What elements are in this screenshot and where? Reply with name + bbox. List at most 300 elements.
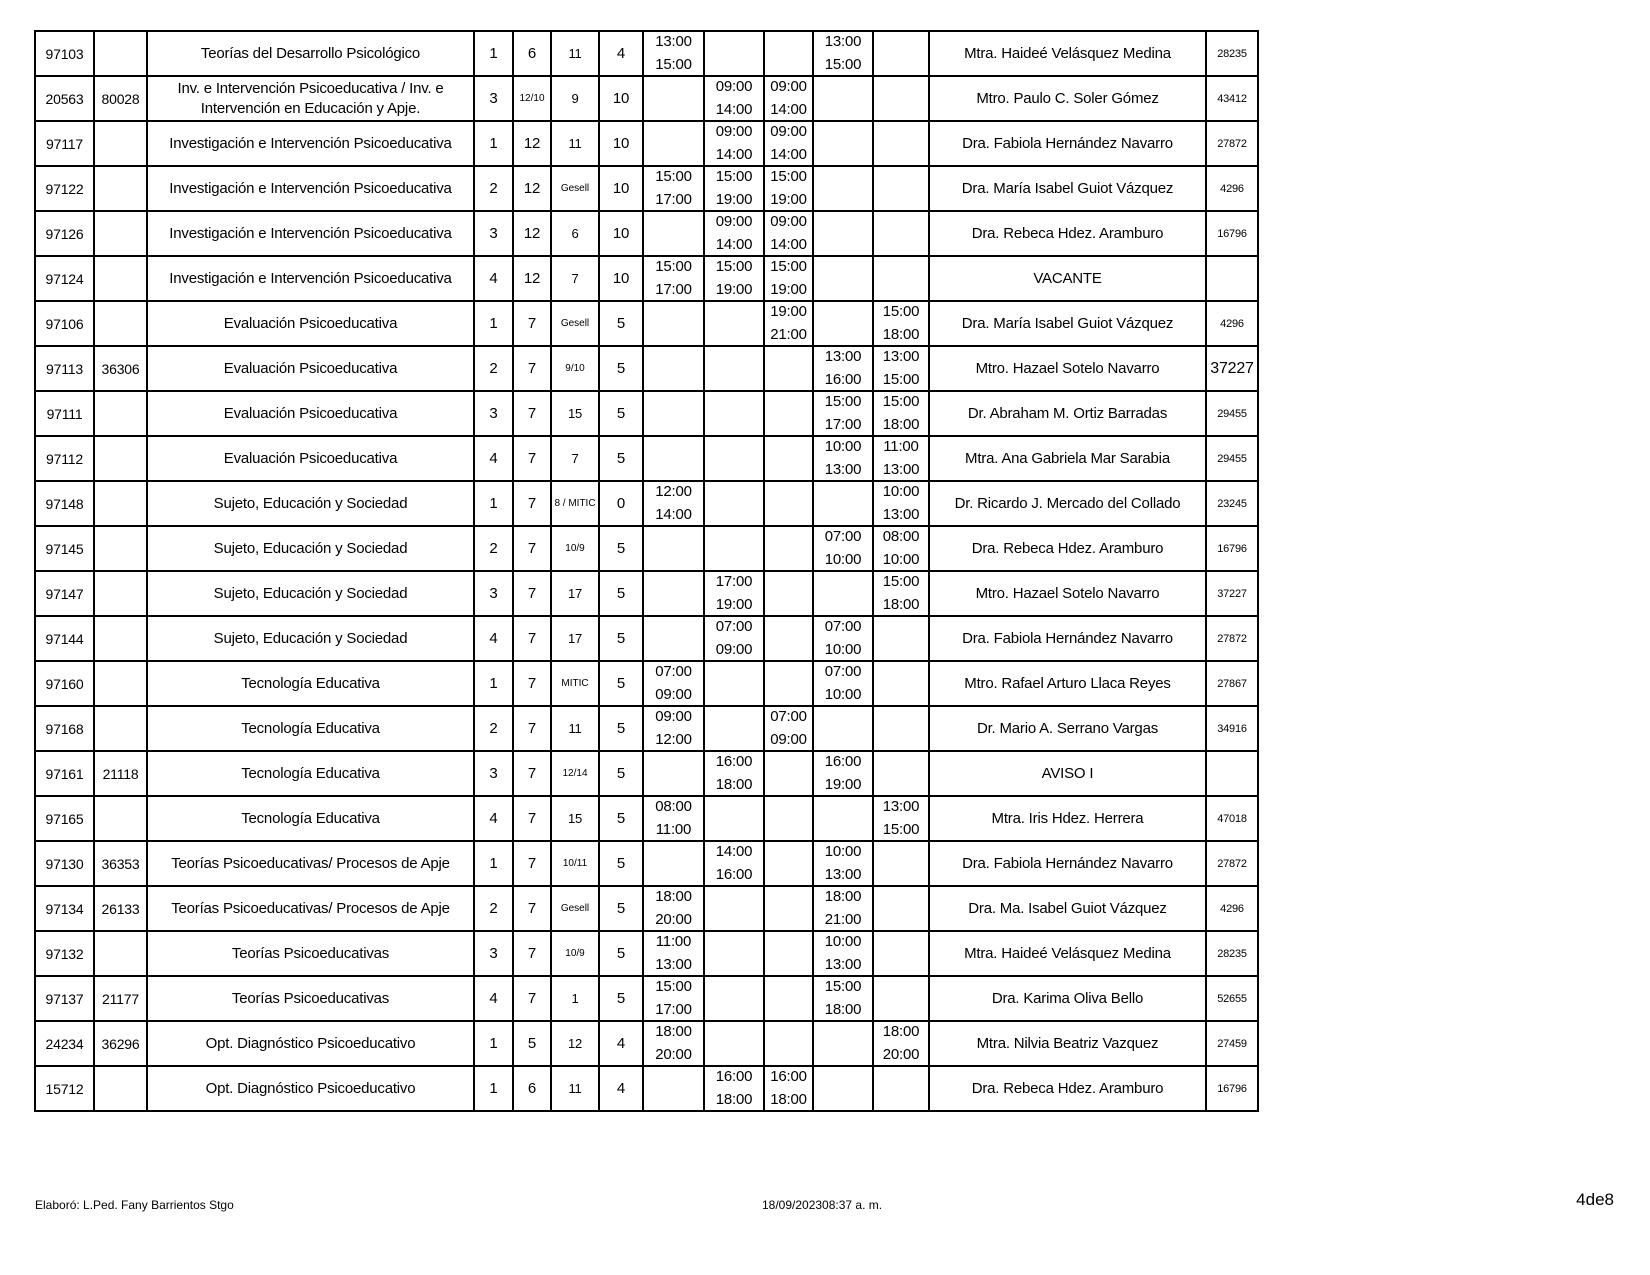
day-3-schedule [764,166,813,211]
end-time: 20:00 [882,1046,920,1063]
start-time: 11:00 [655,933,692,950]
course-code: 20563 [35,76,94,121]
day-2-schedule [704,346,764,391]
teacher-name: Mtra. Haideé Velásquez Medina [929,31,1206,76]
end-time: 09:00 [655,686,692,703]
course-code: 97160 [35,661,94,706]
teacher-name: Dra. Ma. Isabel Guiot Vázquez [929,886,1206,931]
time-range [705,572,763,615]
semester: 7 [513,751,551,796]
table-row [35,571,1258,616]
day-1-schedule [643,481,704,526]
start-time: 13:00 [824,33,862,50]
day-1-schedule [643,436,704,481]
end-time: 20:00 [655,1046,692,1063]
table-row [35,1021,1258,1066]
course-name: Tecnología Educativa [147,751,474,796]
time-range [644,932,703,975]
table-row [35,526,1258,571]
course-name: Sujeto, Educación y Sociedad [147,571,474,616]
teacher-name: Dra. Fabiola Hernández Navarro [929,616,1206,661]
employee-number: 47018 [1206,796,1258,841]
time-range [814,662,872,705]
start-time: 17:00 [715,573,753,590]
day-3-schedule [764,1066,813,1111]
day-4-schedule [813,886,873,931]
table-row [35,661,1258,706]
start-time: 15:00 [715,258,753,275]
group-number: 2 [474,526,513,571]
course-name: Tecnología Educativa [147,796,474,841]
day-2-schedule [704,166,764,211]
end-time: 18:00 [882,596,920,613]
day-4-schedule [813,301,873,346]
table-row [35,256,1258,301]
employee-number [1206,751,1258,796]
table-row [35,346,1258,391]
day-4-schedule [813,391,873,436]
day-3-schedule [764,571,813,616]
group-number: 3 [474,211,513,256]
end-time: 18:00 [882,416,920,433]
end-time: 09:00 [715,641,753,658]
day-5-schedule [873,571,929,616]
employee-number: 28235 [1206,31,1258,76]
alt-code: 26133 [94,886,147,931]
day-2-schedule [704,121,764,166]
teacher-name: Dra. Fabiola Hernández Navarro [929,841,1206,886]
start-time: 09:00 [715,213,753,230]
end-time: 21:00 [770,326,807,343]
quota: 5 [599,571,643,616]
room: 7 [551,256,599,301]
room: 9/10 [551,346,599,391]
course-name: Teorías Psicoeducativas/ Procesos de Apje [147,886,474,931]
course-code: 97126 [35,211,94,256]
course-name: Evaluación Psicoeducativa [147,346,474,391]
end-time: 18:00 [824,1001,862,1018]
teacher-name: Dra. María Isabel Guiot Vázquez [929,301,1206,346]
day-4-schedule [813,346,873,391]
time-range [765,122,812,165]
day-4-schedule [813,526,873,571]
employee-number: 16796 [1206,211,1258,256]
day-3-schedule [764,706,813,751]
course-code: 97137 [35,976,94,1021]
table-row [35,31,1258,76]
time-range [705,1067,763,1110]
course-name: Tecnología Educativa [147,706,474,751]
time-range [814,887,872,930]
day-2-schedule [704,976,764,1021]
teacher-name: Mtro. Rafael Arturo Llaca Reyes [929,661,1206,706]
employee-number: 23245 [1206,481,1258,526]
day-2-schedule [704,841,764,886]
day-2-schedule [704,796,764,841]
start-time: 15:00 [655,168,692,185]
teacher-name: Mtra. Nilvia Beatriz Vazquez [929,1021,1206,1066]
day-3-schedule [764,931,813,976]
employee-number: 4296 [1206,886,1258,931]
time-range [765,77,812,120]
course-name: Sujeto, Educación y Sociedad [147,526,474,571]
end-time: 13:00 [824,461,862,478]
teacher-name: Dra. María Isabel Guiot Vázquez [929,166,1206,211]
time-range [874,392,928,435]
start-time: 10:00 [824,438,862,455]
quota: 5 [599,346,643,391]
day-4-schedule [813,616,873,661]
group-number: 4 [474,256,513,301]
course-code: 15712 [35,1066,94,1111]
time-range [874,347,928,390]
teacher-name: Mtra. Haideé Velásquez Medina [929,931,1206,976]
end-time: 13:00 [824,866,862,883]
time-range [644,167,703,210]
quota: 10 [599,76,643,121]
teacher-name: Mtro. Hazael Sotelo Navarro [929,346,1206,391]
quota: 5 [599,301,643,346]
course-code: 97132 [35,931,94,976]
employee-number: 34916 [1206,706,1258,751]
group-number: 1 [474,121,513,166]
elaborated-by-label: Elaboró: L.Ped. Fany Barrientos Stgo [35,1198,234,1212]
end-time: 19:00 [770,191,807,208]
end-time: 17:00 [655,1001,692,1018]
course-code: 97165 [35,796,94,841]
course-name: Teorías Psicoeducativas/ Procesos de Apje [147,841,474,886]
semester: 7 [513,616,551,661]
day-3-schedule [764,661,813,706]
course-name: Evaluación Psicoeducativa [147,436,474,481]
room: 15 [551,796,599,841]
quota: 10 [599,256,643,301]
employee-number: 37227 [1206,346,1258,391]
group-number: 4 [474,796,513,841]
group-number: 3 [474,391,513,436]
day-5-schedule [873,841,929,886]
table-row [35,166,1258,211]
table-row [35,841,1258,886]
day-3-schedule [764,256,813,301]
time-range [814,437,872,480]
table-row [35,301,1258,346]
room: 10/11 [551,841,599,886]
quota: 10 [599,121,643,166]
table-row [35,481,1258,526]
alt-code [94,661,147,706]
semester: 7 [513,661,551,706]
course-name: Teorías Psicoeducativas [147,976,474,1021]
employee-number: 29455 [1206,436,1258,481]
end-time: 15:00 [824,56,862,73]
quota: 5 [599,931,643,976]
teacher-name: Dr. Mario A. Serrano Vargas [929,706,1206,751]
quota: 4 [599,1021,643,1066]
start-time: 13:00 [824,348,862,365]
time-range [705,842,763,885]
group-number: 1 [474,1066,513,1111]
semester: 7 [513,346,551,391]
schedule-table [34,30,1259,1112]
employee-number: 27872 [1206,121,1258,166]
day-1-schedule [643,616,704,661]
quota: 5 [599,751,643,796]
alt-code [94,706,147,751]
employee-number: 29455 [1206,391,1258,436]
alt-code [94,526,147,571]
teacher-name: Mtra. Iris Hdez. Herrera [929,796,1206,841]
quota: 10 [599,166,643,211]
course-code: 97134 [35,886,94,931]
end-time: 13:00 [882,506,920,523]
employee-number: 27459 [1206,1021,1258,1066]
quota: 5 [599,706,643,751]
day-5-schedule [873,931,929,976]
end-time: 14:00 [770,236,807,253]
quota: 5 [599,886,643,931]
day-1-schedule [643,301,704,346]
room: 17 [551,571,599,616]
start-time: 18:00 [824,888,862,905]
course-code: 97113 [35,346,94,391]
table-row [35,76,1258,121]
day-5-schedule [873,436,929,481]
teacher-name: Dra. Fabiola Hernández Navarro [929,121,1206,166]
end-time: 13:00 [824,956,862,973]
semester: 7 [513,526,551,571]
alt-code [94,391,147,436]
table-row [35,751,1258,796]
room: 8 / MITIC [551,481,599,526]
time-range [644,1022,703,1065]
room: Gesell [551,166,599,211]
start-time: 07:00 [770,708,807,725]
day-4-schedule [813,436,873,481]
course-code: 97124 [35,256,94,301]
day-1-schedule [643,31,704,76]
day-4-schedule [813,1066,873,1111]
time-range [765,257,812,300]
start-time: 15:00 [824,978,862,995]
semester: 7 [513,391,551,436]
alt-code [94,211,147,256]
day-3-schedule [764,211,813,256]
day-5-schedule [873,31,929,76]
alt-code: 36353 [94,841,147,886]
course-code: 97122 [35,166,94,211]
semester: 7 [513,841,551,886]
teacher-name: Dra. Rebeca Hdez. Aramburo [929,1066,1206,1111]
group-number: 4 [474,436,513,481]
employee-number: 43412 [1206,76,1258,121]
teacher-name: AVISO I [929,751,1206,796]
day-3-schedule [764,436,813,481]
course-name: Evaluación Psicoeducativa [147,301,474,346]
start-time: 16:00 [715,753,753,770]
day-1-schedule [643,76,704,121]
room: MITIC [551,661,599,706]
semester: 6 [513,31,551,76]
room: 17 [551,616,599,661]
day-2-schedule [704,931,764,976]
alt-code [94,121,147,166]
day-1-schedule [643,1066,704,1111]
group-number: 2 [474,886,513,931]
day-3-schedule [764,31,813,76]
time-range [765,167,812,210]
end-time: 18:00 [715,776,753,793]
day-5-schedule [873,706,929,751]
time-range [644,887,703,930]
quota: 5 [599,796,643,841]
quota: 5 [599,391,643,436]
day-2-schedule [704,76,764,121]
time-range [874,302,928,345]
time-range [874,437,928,480]
day-5-schedule [873,751,929,796]
day-1-schedule [643,886,704,931]
alt-code [94,1066,147,1111]
course-name: Sujeto, Educación y Sociedad [147,481,474,526]
semester: 12 [513,166,551,211]
quota: 5 [599,526,643,571]
course-name: Teorías del Desarrollo Psicológico [147,31,474,76]
day-3-schedule [764,346,813,391]
course-code: 97130 [35,841,94,886]
day-1-schedule [643,256,704,301]
day-5-schedule [873,391,929,436]
day-4-schedule [813,751,873,796]
alt-code: 21118 [94,751,147,796]
time-range [705,752,763,795]
group-number: 1 [474,841,513,886]
day-3-schedule [764,841,813,886]
time-range [874,572,928,615]
day-4-schedule [813,571,873,616]
start-time: 15:00 [882,573,920,590]
semester: 7 [513,436,551,481]
time-range [644,707,703,750]
group-number: 1 [474,481,513,526]
start-time: 15:00 [715,168,753,185]
start-time: 09:00 [715,78,753,95]
time-range [814,842,872,885]
day-3-schedule [764,526,813,571]
time-range [644,797,703,840]
employee-number: 52655 [1206,976,1258,1021]
end-time: 09:00 [770,731,807,748]
group-number: 2 [474,166,513,211]
start-time: 15:00 [770,168,807,185]
course-code: 97144 [35,616,94,661]
end-time: 14:00 [655,506,692,523]
alt-code [94,436,147,481]
start-time: 07:00 [655,663,692,680]
day-1-schedule [643,796,704,841]
quota: 5 [599,436,643,481]
time-range [705,167,763,210]
start-time: 09:00 [715,123,753,140]
day-2-schedule [704,526,764,571]
start-time: 08:00 [655,798,692,815]
day-5-schedule [873,526,929,571]
start-time: 15:00 [770,258,807,275]
quota: 5 [599,661,643,706]
alt-code [94,256,147,301]
room: 7 [551,436,599,481]
time-range [814,392,872,435]
teacher-name: Mtra. Ana Gabriela Mar Sarabia [929,436,1206,481]
table-row [35,121,1258,166]
day-5-schedule [873,76,929,121]
start-time: 16:00 [824,753,862,770]
room: 10/9 [551,526,599,571]
start-time: 07:00 [824,663,862,680]
day-2-schedule [704,481,764,526]
employee-number: 27867 [1206,661,1258,706]
alt-code: 80028 [94,76,147,121]
day-1-schedule [643,571,704,616]
day-5-schedule [873,346,929,391]
day-5-schedule [873,1021,929,1066]
day-5-schedule [873,166,929,211]
course-code: 97106 [35,301,94,346]
table-row [35,931,1258,976]
course-code: 97103 [35,31,94,76]
start-time: 10:00 [882,483,920,500]
time-range [705,77,763,120]
day-3-schedule [764,301,813,346]
room: Gesell [551,301,599,346]
teacher-name: Dr. Ricardo J. Mercado del Collado [929,481,1206,526]
alt-code [94,796,147,841]
alt-code [94,616,147,661]
day-5-schedule [873,796,929,841]
day-4-schedule [813,211,873,256]
table-row [35,436,1258,481]
alt-code: 21177 [94,976,147,1021]
end-time: 11:00 [655,821,692,838]
group-number: 3 [474,751,513,796]
start-time: 11:00 [883,438,919,455]
start-time: 07:00 [715,618,753,635]
course-name: Evaluación Psicoeducativa [147,391,474,436]
day-2-schedule [704,661,764,706]
group-number: 1 [474,661,513,706]
semester: 7 [513,481,551,526]
day-2-schedule [704,706,764,751]
time-range [814,617,872,660]
day-4-schedule [813,706,873,751]
day-5-schedule [873,301,929,346]
end-time: 15:00 [655,56,692,73]
start-time: 16:00 [770,1068,807,1085]
employee-number: 4296 [1206,301,1258,346]
room: 15 [551,391,599,436]
start-time: 15:00 [655,978,692,995]
start-time: 13:00 [882,348,920,365]
end-time: 18:00 [770,1091,807,1108]
semester: 12 [513,256,551,301]
course-code: 97111 [35,391,94,436]
room: 1 [551,976,599,1021]
time-range [874,797,928,840]
semester: 7 [513,886,551,931]
start-time: 14:00 [715,843,753,860]
end-time: 18:00 [882,326,920,343]
day-4-schedule [813,31,873,76]
